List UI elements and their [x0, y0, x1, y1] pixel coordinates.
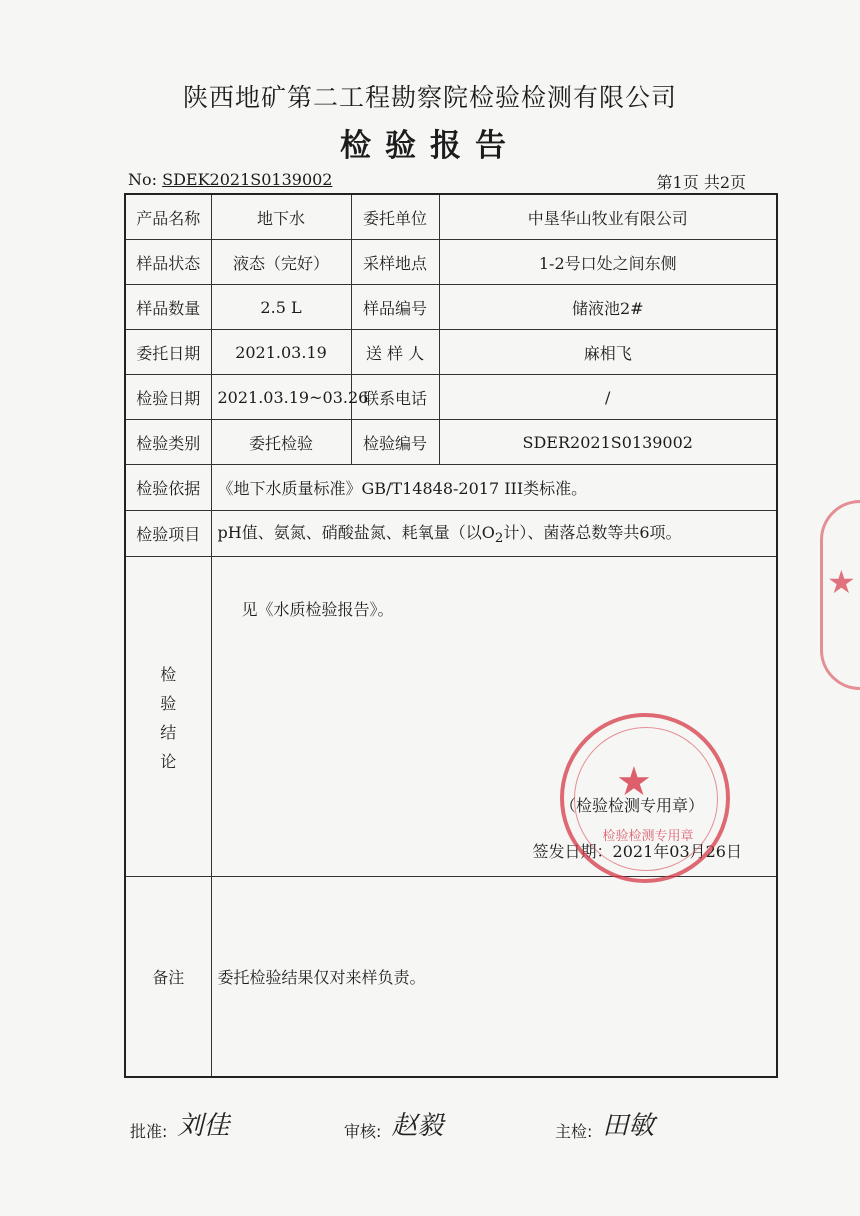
table-row	[125, 511, 777, 557]
remarks-text: 委托检验结果仅对来样负责。	[211, 877, 777, 1077]
edge-seal-fragment	[820, 500, 860, 690]
sampling-site-value: 1-2号口处之间东侧	[439, 240, 777, 285]
table-row	[125, 420, 777, 465]
items-label: 检验项目	[125, 511, 211, 557]
items-text-after: 计）、菌落总数等共6项。	[503, 523, 682, 543]
product-name-label: 产品名称	[125, 194, 211, 240]
sample-state-label: 样品状态	[125, 240, 211, 285]
conclusion-label	[125, 557, 211, 877]
table-row	[125, 285, 777, 330]
test-no-label: 检验编号	[351, 420, 439, 465]
table-row	[125, 194, 777, 240]
table-row	[125, 330, 777, 375]
conclusion-text: 见《水质检验报告》。	[241, 600, 394, 619]
basis-value: 《地下水质量标准》GB/T14848-2017 III类标准。	[211, 465, 777, 511]
sender-label: 送 样 人	[351, 330, 439, 375]
inspector-label: 主检:	[555, 1122, 593, 1141]
table-row	[125, 465, 777, 511]
stamp-label: （检验检测专用章）	[559, 796, 704, 815]
phone-label: 联系电话	[351, 375, 439, 420]
report-number-value: SDEK2021S0139002	[162, 170, 333, 189]
test-type-value: 委托检验	[211, 420, 351, 465]
report-title: 检验报告	[340, 128, 520, 164]
sample-state-value: 液态（完好）	[211, 240, 351, 285]
star-icon: ★	[827, 563, 856, 601]
official-seal	[560, 713, 730, 883]
sample-qty-label: 样品数量	[125, 285, 211, 330]
review-handwriting: 赵毅	[391, 1111, 444, 1141]
organization-name: 陕西地矿第二工程勘察院检验检测有限公司	[182, 83, 677, 112]
approve-signature	[130, 1105, 229, 1142]
inspector-handwriting: 田敏	[602, 1111, 655, 1141]
test-date-label: 检验日期	[125, 375, 211, 420]
approve-handwriting: 刘佳	[177, 1111, 230, 1141]
sender-value: 麻相飞	[439, 330, 777, 375]
review-label: 审核:	[344, 1122, 382, 1141]
sampling-site-label: 采样地点	[351, 240, 439, 285]
report-number-prefix: No:	[128, 170, 158, 189]
review-signature	[344, 1105, 443, 1142]
test-no-value: SDER2021S0139002	[439, 420, 777, 465]
star-icon: ★	[616, 759, 652, 805]
sample-no-value: 储液池2#	[439, 285, 777, 330]
client-value: 中垦华山牧业有限公司	[439, 194, 777, 240]
conclusion-label-char: 结	[160, 722, 177, 742]
remarks-label: 备注	[125, 877, 211, 1077]
conclusion-label-char: 论	[160, 751, 177, 771]
report-number	[128, 170, 332, 189]
inspector-signature	[555, 1105, 654, 1142]
report-table	[124, 193, 778, 1078]
client-label: 委托单位	[351, 194, 439, 240]
test-date-value: 2021.03.19~03.26	[211, 375, 351, 420]
table-row	[125, 375, 777, 420]
items-value	[211, 511, 777, 557]
items-text-before: pH值、氨氮、硝酸盐氮、耗氧量（以O	[217, 523, 495, 543]
conclusion-label-char: 检	[160, 664, 177, 684]
table-row	[125, 240, 777, 285]
sample-no-label: 样品编号	[351, 285, 439, 330]
page-info: 第1页 共2页	[656, 173, 746, 192]
test-type-label: 检验类别	[125, 420, 211, 465]
items-subscript: 2	[494, 531, 504, 547]
phone-value: /	[439, 375, 777, 420]
entrust-date-value: 2021.03.19	[211, 330, 351, 375]
approve-label: 批准:	[130, 1122, 168, 1141]
seal-text: 检验检测专用章	[602, 829, 694, 844]
entrust-date-label: 委托日期	[125, 330, 211, 375]
sign-date: 签发日期：2021年03月26日	[532, 842, 742, 861]
sample-qty-value: 2.5 L	[211, 285, 351, 330]
remarks-row	[125, 877, 777, 1077]
basis-label: 检验依据	[125, 465, 211, 511]
conclusion-label-char: 验	[160, 693, 177, 713]
product-name-value: 地下水	[211, 194, 351, 240]
